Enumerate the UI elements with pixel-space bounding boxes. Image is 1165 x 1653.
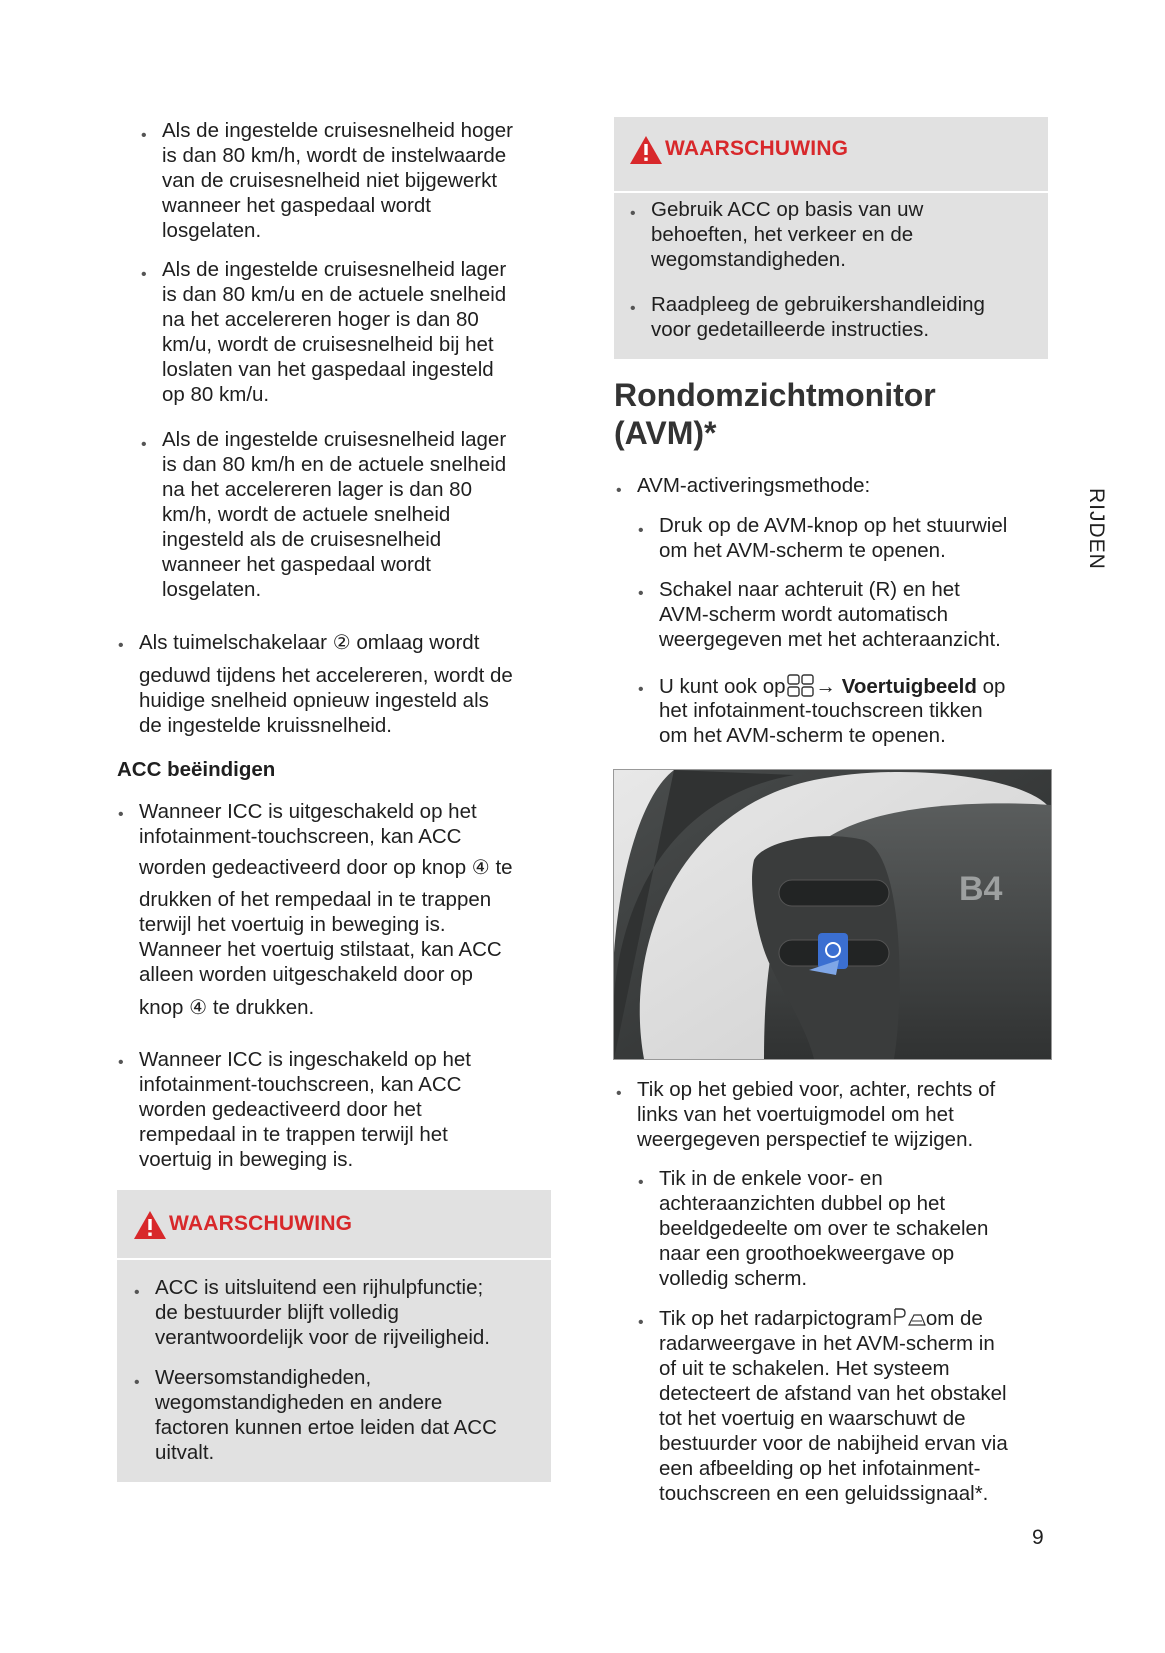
warning-triangle-icon: [133, 1210, 167, 1240]
text-line: of uit te schakelen. Het systeem: [659, 1357, 950, 1380]
text-line: is dan 80 km/h, wordt de instelwaarde: [162, 144, 507, 167]
radar-icon: [892, 1306, 926, 1328]
brand-logo: B4: [959, 870, 1003, 908]
text-line: worden gedeactiveerd door het: [139, 1098, 422, 1121]
bullet-dot: •: [118, 806, 124, 823]
bullet-dot: •: [616, 1085, 622, 1102]
text-line: Weersomstandigheden,: [155, 1366, 372, 1389]
text-fragment: te drukken.: [212, 996, 315, 1019]
bullet-dot: •: [638, 681, 644, 698]
text-line: drukken of het rempedaal in te trappen: [139, 888, 492, 911]
text-line: radarweergave in het AVM-scherm in: [659, 1332, 995, 1355]
text-line: Gebruik ACC op basis van uw: [651, 198, 924, 221]
text-line: Tik in de enkele voor- en: [659, 1167, 883, 1190]
bullet-dot: •: [134, 1374, 140, 1391]
text-line: na het accelereren lager is dan 80: [162, 478, 472, 501]
bullet-dot: •: [141, 266, 147, 283]
text-line: AVM-scherm wordt automatisch: [659, 603, 948, 626]
text-line: wanneer het gaspedaal wordt: [162, 553, 431, 576]
text-line: wegomstandigheden en andere: [155, 1391, 443, 1414]
text-line: huidige snelheid opnieuw ingesteld als: [139, 689, 489, 712]
text-line: beeldgedeelte om over te schakelen: [659, 1217, 989, 1240]
text-line: rempedaal in te trappen terwijl het: [139, 1123, 448, 1146]
circled-four-icon: ④: [471, 857, 490, 879]
text-line: om het AVM-scherm te openen.: [659, 724, 946, 747]
text-line: wanneer het gaspedaal wordt: [162, 194, 431, 217]
text-line: [139, 855, 513, 882]
text-fragment: op: [982, 675, 1006, 698]
text-line: km/u, wordt de cruisesnelheid bij het: [162, 333, 494, 356]
text-line: om het AVM-scherm te openen.: [659, 539, 946, 562]
text-fragment: U kunt ook op: [659, 675, 786, 698]
text-line: terwijl het voertuig in beweging is.: [139, 913, 446, 936]
circled-two-icon: ②: [332, 632, 351, 654]
text-line: losgelaten.: [162, 578, 262, 601]
bullet-dot: •: [616, 482, 622, 499]
text-line: Druk op de AVM-knop op het stuurwiel: [659, 514, 1008, 537]
bullet-dot: •: [638, 585, 644, 602]
acc-end-heading: ACC beëindigen: [117, 758, 276, 781]
text-line: [659, 1306, 983, 1332]
text-line: uitvalt.: [155, 1441, 215, 1464]
text-line: losgelaten.: [162, 219, 262, 242]
text-line: Tik op het gebied voor, achter, rechts of: [637, 1078, 996, 1101]
text-line: Wanneer ICC is ingeschakeld op het: [139, 1048, 471, 1071]
app-grid-icon: [786, 673, 816, 699]
text-line: Als de ingestelde cruisesnelheid lager: [162, 258, 507, 281]
bullet-dot: •: [638, 522, 644, 539]
warning-label: WAARSCHUWING: [665, 137, 849, 160]
chapter-side-tab: RIJDEN: [1085, 488, 1108, 570]
activation-label: AVM-activeringsmethode:: [637, 474, 871, 497]
bullet-dot: •: [638, 1174, 644, 1191]
text-fragment: knop: [139, 996, 184, 1019]
text-line: infotainment-touchscreen, kan ACC: [139, 1073, 462, 1096]
text-line: [659, 673, 1005, 700]
text-fragment: om de: [925, 1307, 983, 1330]
section-title: (AVM)*: [614, 415, 717, 451]
steering-wheel-illustration: [614, 770, 1051, 1059]
text-line: weergegeven perspectief te wijzigen.: [637, 1128, 974, 1151]
bullet-dot: •: [141, 436, 147, 453]
text-line: infotainment-touchscreen, kan ACC: [139, 825, 462, 848]
text-line: links van het voertuigmodel om het: [637, 1103, 954, 1126]
text-line: voor gedetailleerde instructies.: [651, 318, 930, 341]
bullet-dot: •: [134, 1284, 140, 1301]
text-line: op 80 km/u.: [162, 383, 270, 406]
text-line: alleen worden uitgeschakeld door op: [139, 963, 473, 986]
text-line: geduwd tijdens het accelereren, wordt de: [139, 664, 513, 687]
text-line: na het accelereren hoger is dan 80: [162, 308, 479, 331]
text-line: Als de ingestelde cruisesnelheid hoger: [162, 119, 514, 142]
text-line: factoren kunnen ertoe leiden dat ACC: [155, 1416, 497, 1439]
text-line: is dan 80 km/u en de actuele snelheid: [162, 283, 507, 306]
text-line: het infotainment-touchscreen tikken: [659, 699, 983, 722]
text-line: van de cruisesnelheid niet bijgewerkt: [162, 169, 498, 192]
text-line: voertuig in beweging is.: [139, 1148, 354, 1171]
text-line: bestuurder voor de nabijheid ervan via: [659, 1432, 1008, 1455]
text-line: Wanneer ICC is uitgeschakeld op het: [139, 800, 477, 823]
text-line: is dan 80 km/h en de actuele snelheid: [162, 453, 507, 476]
arrow-right-icon: →: [815, 675, 836, 698]
bullet-dot: •: [630, 205, 636, 222]
text-line: ingesteld als de cruisesnelheid: [162, 528, 442, 551]
text-line: naar een groothoekweergave op: [659, 1242, 955, 1265]
text-fragment: Als tuimelschakelaar: [139, 631, 327, 654]
text-line: behoeften, het verkeer en de: [651, 223, 914, 246]
text-line: een afbeelding op het infotainment-: [659, 1457, 981, 1480]
warning-label: WAARSCHUWING: [169, 1212, 353, 1235]
text-line: [139, 995, 314, 1022]
bullet-dot: •: [118, 1054, 124, 1071]
text-line: touchscreen en een geluidssignaal*.: [659, 1482, 989, 1505]
text-line: ACC is uitsluitend een rijhulpfunctie;: [155, 1276, 484, 1299]
text-line: Als de ingestelde cruisesnelheid lager: [162, 428, 507, 451]
text-line: weergegeven met het achteraanzicht.: [659, 628, 1001, 651]
text-line: achteraanzichten dubbel op het: [659, 1192, 946, 1215]
bullet-dot: •: [630, 300, 636, 317]
text-line: verantwoordelijk voor de rijveiligheid.: [155, 1326, 490, 1349]
text-fragment: Tik op het radarpictogram: [659, 1307, 892, 1330]
bullet-dot: •: [141, 127, 147, 144]
warning-triangle-icon: [629, 135, 663, 165]
text-line: volledig scherm.: [659, 1267, 808, 1290]
text-fragment: worden gedeactiveerd door op knop: [139, 856, 467, 879]
bullet-dot: •: [638, 1314, 644, 1331]
vehicle-view-label: Voertuigbeeld: [841, 675, 977, 698]
text-line: [139, 630, 479, 657]
steering-wheel-photo: [613, 769, 1052, 1060]
text-line: Wanneer het voertuig stilstaat, kan ACC: [139, 938, 502, 961]
text-line: Schakel naar achteruit (R) en het: [659, 578, 960, 601]
text-line: Raadpleeg de gebruikershandleiding: [651, 293, 985, 316]
text-fragment: omlaag wordt: [356, 631, 480, 654]
text-line: loslaten van het gaspedaal ingesteld: [162, 358, 494, 381]
text-line: de ingestelde kruissnelheid.: [139, 714, 392, 737]
text-line: detecteert de afstand van het obstakel: [659, 1382, 1007, 1405]
text-line: km/h, wordt de actuele snelheid: [162, 503, 451, 526]
section-title: Rondomzichtmonitor: [614, 377, 936, 413]
text-line: wegomstandigheden.: [651, 248, 846, 271]
text-line: tot het voertuig en waarschuwt de: [659, 1407, 966, 1430]
text-line: de bestuurder blijft volledig: [155, 1301, 399, 1324]
text-fragment: te: [495, 856, 513, 879]
page-number: 9: [1032, 1526, 1044, 1549]
bullet-dot: •: [118, 637, 124, 654]
circled-four-icon: ④: [189, 997, 208, 1019]
